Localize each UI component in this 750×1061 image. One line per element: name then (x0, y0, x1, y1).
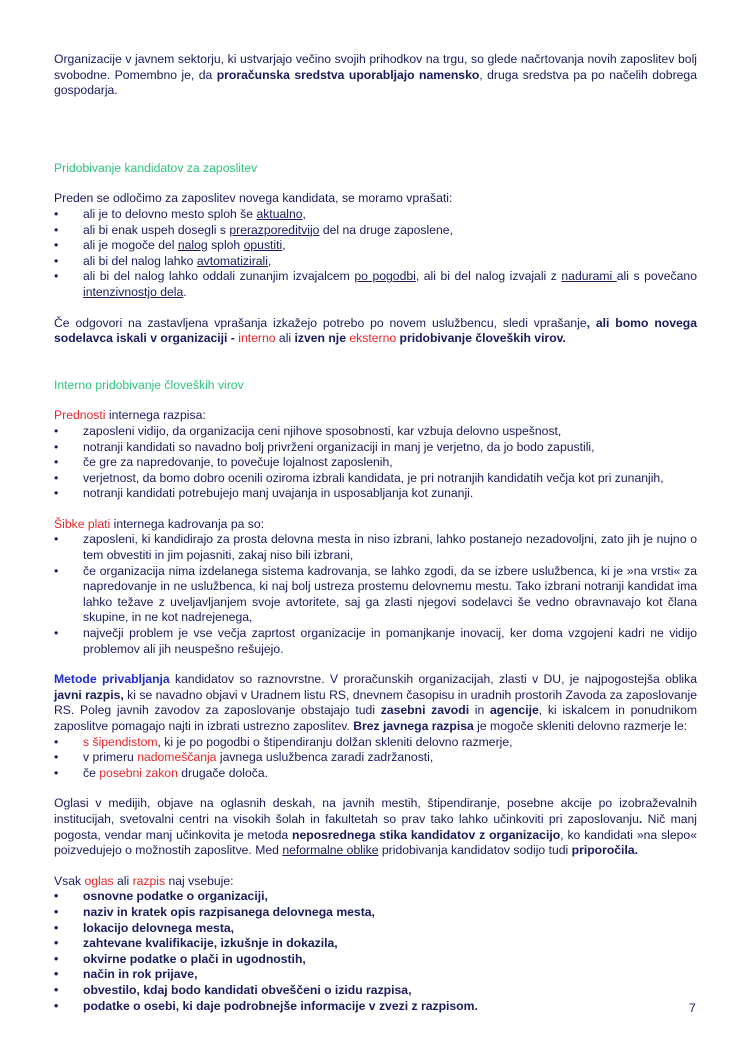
item-text: ali bi del nalog lahko oddali zunanjim izvajalcem (83, 269, 355, 284)
item-text: okvirne podatke o plači in ugodnostih, (83, 951, 306, 966)
question-emphasis: pridobivanje človeških virov. (396, 331, 566, 346)
ads-paragraph (54, 796, 697, 858)
item-text: , (282, 238, 286, 253)
list-item (54, 735, 697, 751)
list-item (54, 532, 697, 563)
ads-emphasis: neposrednega stika kandidatov z organizacijo (292, 827, 561, 842)
section-heading-internal: Interno pridobivanje človeških virov (54, 377, 244, 392)
bullet-icon: • (54, 486, 59, 501)
advantages-label: Prednosti (54, 408, 106, 423)
contents-text: ali (113, 873, 133, 888)
bullet-icon: • (54, 206, 59, 221)
weaknesses-list (54, 532, 697, 657)
list-item (54, 564, 697, 626)
methods-text: je mogoče skleniti delovno razmerje le: (473, 719, 688, 733)
bullet-icon: • (54, 470, 59, 485)
list-item (54, 455, 697, 471)
item-text: podatke o osebi, ki daje podrobnejše informacije v zvezi z razpisom. (83, 998, 478, 1013)
bullet-icon: • (54, 563, 59, 578)
item-text: ali je to delovno mesto sploh še (83, 206, 257, 221)
item-text: zaposleni, ki kandidirajo za prosta delovna mesta in niso izbrani, lahko postanejo nezadovoljni, zato jih je nujno o tem obvestiti in jim pojasniti, zakaj niso bili izbrani, (83, 532, 697, 563)
item-text: če gre za napredovanje, to povečuje lojalnost zaposlenih, (83, 455, 393, 470)
page-number: 7 (689, 1001, 696, 1015)
document-page (54, 52, 697, 1014)
item-text: notranji kandidati so navadno bolj privrženi organizaciji in manj je verjetno, da jo bodo zapustili, (83, 439, 595, 454)
item-text: sploh (207, 238, 244, 253)
ads-emphasis: . (638, 811, 643, 826)
bullet-icon: • (54, 967, 59, 982)
methods-emphasis: zasebni zavodi (380, 703, 470, 718)
ad-contents-list (54, 889, 697, 1014)
exceptions-list (54, 735, 697, 782)
underlined-term: neformalne oblike (282, 843, 379, 858)
item-text: , ali bi del nalog izvajali z (415, 269, 562, 284)
intro-text-2: , druga sredstva pa po načelih dobrega gospodarja. (54, 67, 697, 98)
item-text: verjetnost, da bomo dobro ocenili oziroma izbrali kandidata, je pri notranjih kandidatih večja kot pri zunanjih, (83, 470, 664, 485)
highlighted-term: nadomeščanja (137, 750, 217, 765)
internal-term: interno (238, 331, 276, 346)
bullet-icon: • (54, 951, 59, 966)
item-text: način in rok prijave, (83, 967, 198, 982)
weaknesses-lead-text: internega kadrovanja pa so: (110, 516, 265, 531)
highlighted-term: posebni zakon (99, 765, 178, 780)
ads-text: Nič manj pogosta, vendar manj učinkovita je metoda (54, 811, 697, 842)
advantages-lead (54, 408, 697, 424)
item-text: naziv in kratek opis razpisanega delovnega mesta, (83, 904, 375, 919)
bullet-icon: • (54, 455, 59, 470)
list-item (54, 889, 697, 905)
external-term: eksterno (349, 331, 397, 346)
list-item (54, 952, 697, 968)
list-item (54, 983, 697, 999)
item-text: notranji kandidati potrebujejo manj uvajanja in usposabljanja kot zunanji. (83, 486, 474, 501)
item-text: ali s povečano (616, 269, 697, 284)
item-text: ali bi del nalog lahko (83, 253, 197, 268)
question-text: ali (275, 331, 295, 346)
intro-emphasis: proračunska sredstva uporabljajo namensko (216, 67, 480, 82)
item-text: če organizacija nima izdelanega sistema kadrovanja, se lahko zgodi, da se izbere uslužbenca, ki je »na vrsti« za napredovanje in ne uslužbenca, ki naj bolj ustreza prostemu delovnemu mestu. Tako izbrani notranji kandidat ima lahko težave z uveljavljanjem svoje avtoritete, saj ga zlasti njegovi sodelavci še vedno obravnavajo kot člana skupine, in ne kot nadrejenega, (83, 563, 697, 625)
methods-text: in (469, 703, 490, 718)
contents-text: naj vsebuje: (165, 873, 234, 888)
item-text: zahtevane kvalifikacije, izkušnje in dokazila, (83, 936, 338, 951)
bullet-icon: • (54, 269, 59, 284)
bullet-icon: • (54, 765, 59, 780)
section-heading-recruitment: Pridobivanje kandidatov za zaposlitev (54, 160, 258, 175)
list-item (54, 486, 697, 502)
list-item (54, 626, 697, 657)
ads-text: pridobivanja kandidatov sodijo tudi (378, 843, 572, 858)
bullet-icon: • (54, 626, 59, 641)
list-item (54, 424, 697, 440)
advantages-list (54, 424, 697, 502)
question-emphasis: , ali bomo novega sodelavca iskali v organizaciji - (54, 315, 697, 346)
highlighted-term: oglas (84, 873, 114, 888)
item-text: del na druge zaposlene, (319, 222, 453, 237)
list-item (54, 238, 697, 254)
underlined-term: nalog (177, 238, 208, 253)
item-text: , (267, 253, 272, 268)
item-text: zaposleni vidijo, da organizacija ceni njihove sposobnosti, kar vzbuja delovno uspešnost, (83, 423, 562, 438)
list-item (54, 999, 697, 1015)
question-text: Če odgovori na zastavljena vprašanja izkažejo potrebo po novem uslužbencu, sledi vprašanje (54, 315, 587, 330)
list-item (54, 269, 697, 300)
list-item (54, 921, 697, 937)
bullet-icon: • (54, 998, 59, 1013)
item-text: . (183, 284, 187, 299)
methods-paragraph (54, 672, 697, 734)
underlined-term: intenzivnostjo dela (83, 284, 184, 299)
contents-lead (54, 874, 697, 890)
list-item (54, 471, 697, 487)
item-text: v primeru (83, 750, 138, 765)
bullet-icon: • (54, 889, 59, 904)
list-item (54, 440, 697, 456)
recruitment-lead: Preden se odločimo za zaposlitev novega kandidata, se moramo vprašati: (54, 191, 453, 206)
list-item (54, 207, 697, 223)
item-text: osnovne podatke o organizaciji, (83, 889, 268, 904)
item-text: drugače določa. (177, 765, 268, 780)
list-item (54, 936, 697, 952)
methods-emphasis: Brez javnega razpisa (353, 719, 474, 733)
underlined-term: po pogodbi (354, 269, 416, 284)
bullet-icon: • (54, 222, 59, 237)
recruitment-questions-list (54, 207, 697, 301)
bullet-icon: • (54, 904, 59, 919)
advantages-lead-text: internega razpisa: (105, 408, 206, 423)
bullet-icon: • (54, 734, 59, 749)
contents-text: Vsak (54, 873, 85, 888)
list-item (54, 905, 697, 921)
ads-text: Oglasi v medijih, objave na oglasnih deskah, na javnih mestih, štipendiranje, posebne akcije po izobraževalnih institucijah, svetovalni centri na visokih šolah in fakultetah so prav tako lahko učinkoviti pri zaposlovanju (54, 796, 697, 826)
weaknesses-lead (54, 517, 697, 533)
item-text: , ki je po pogodbi o štipendiranju dolžan skleniti delovno razmerje, (157, 734, 513, 749)
methods-text: , ki iskalcem in ponudnikom zaposlitve pomagajo najti in izbrati ustrezno zaposlitev. (54, 703, 698, 733)
bullet-icon: • (54, 750, 59, 765)
methods-emphasis: javni razpis, (54, 687, 124, 702)
methods-emphasis: agencije (489, 703, 539, 718)
underlined-term: nadurami (561, 269, 617, 284)
list-item (54, 223, 697, 239)
methods-text: kandidatov so raznovrstne. V proračunskih organizacijah, zlasti v DU, je najpogostejša oblika (169, 672, 697, 687)
intro-paragraph (54, 52, 697, 99)
highlighted-term: razpis (132, 873, 166, 888)
intro-text-1: Organizacije v javnem sektorju, ki ustvarjajo večino svojih prihodkov na trgu, so glede načrtovanja novih zaposlitev bolj svobodne. Pomembno je, da (54, 52, 697, 82)
item-text: ali je mogoče del (83, 238, 178, 253)
item-text: če (83, 765, 100, 780)
bullet-icon: • (54, 920, 59, 935)
bullet-icon: • (54, 253, 59, 268)
underlined-term: aktualno (256, 206, 303, 221)
item-text: obvestilo, kdaj bodo kandidati obveščeni o izidu razpisa, (83, 982, 412, 997)
list-item (54, 967, 697, 983)
bullet-icon: • (54, 423, 59, 438)
underlined-term: prerazporeditvijo (229, 222, 320, 237)
item-text: največji problem je vse večja zaprtost organizacije in pomanjkanje inovacij, ker doma vzgojeni kadri ne vidijo problemov ali jih neuspešno rešujejo. (83, 626, 697, 656)
item-text: lokacijo delovnega mesta, (83, 920, 235, 935)
highlighted-term: s šipendistom (83, 734, 158, 749)
bullet-icon: • (54, 982, 59, 997)
list-item (54, 254, 697, 270)
list-item (54, 766, 697, 782)
weaknesses-label: Šibke plati (54, 516, 111, 531)
ads-text: , ko kandidati »na slepo« poizvedujejo o možnostih zaposlitve. Med (54, 827, 697, 858)
methods-term: Metode privabljanja (54, 672, 170, 687)
ads-emphasis: priporočila. (571, 843, 638, 858)
question-emphasis: izven nje (294, 331, 350, 346)
internal-external-question (54, 316, 697, 347)
item-text: , (302, 206, 306, 221)
bullet-icon: • (54, 532, 59, 547)
underlined-term: avtomatizirali (196, 253, 268, 268)
bullet-icon: • (54, 439, 59, 454)
underlined-term: opustiti (243, 238, 283, 253)
item-text: ali bi enak uspeh dosegli s (83, 222, 230, 237)
bullet-icon: • (54, 238, 59, 253)
bullet-icon: • (54, 936, 59, 951)
list-item (54, 750, 697, 766)
item-text: javnega uslužbenca zaradi zadržanosti, (216, 750, 434, 765)
methods-text: ki se navadno objavi v Uradnem listu RS, dnevnem časopisu in uradnih prostorih Zavoda za zaposlovanje RS. Poleg javnih zavodov za zaposlovanje obstajajo tudi (54, 687, 697, 718)
